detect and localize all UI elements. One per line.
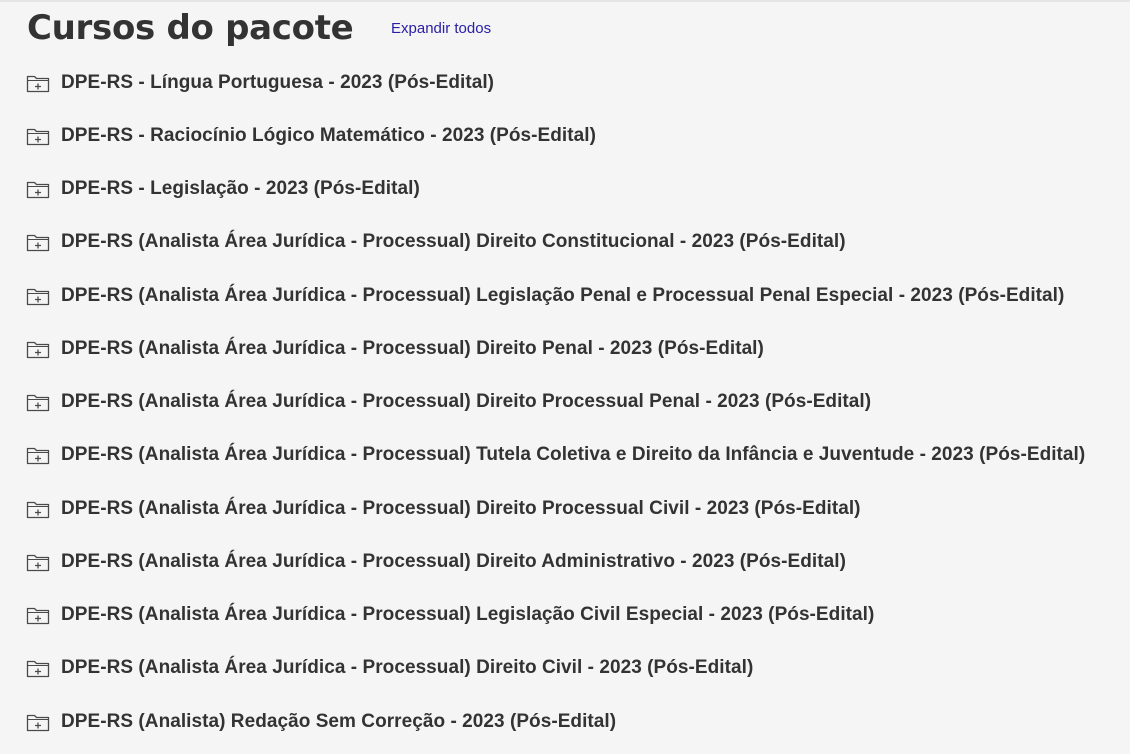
folder-plus-icon: [26, 232, 50, 252]
course-label: DPE-RS (Analista Área Jurídica - Processual) Legislação Penal e Processual Penal Especial - 2023 (Pós-Edital): [61, 284, 1065, 306]
course-label: DPE-RS - Língua Portuguesa - 2023 (Pós-Edital): [61, 71, 495, 93]
course-item[interactable]: [26, 589, 1126, 642]
course-label: DPE-RS - Legislação - 2023 (Pós-Edital): [61, 178, 420, 200]
folder-plus-icon: [26, 658, 50, 678]
course-item[interactable]: [26, 216, 1126, 269]
course-item[interactable]: [26, 429, 1126, 482]
course-item[interactable]: [26, 322, 1126, 375]
folder-plus-icon: [26, 605, 50, 625]
course-item[interactable]: [26, 56, 1126, 109]
course-item[interactable]: [26, 535, 1126, 588]
course-label: DPE-RS (Analista Área Jurídica - Processual) Direito Processual Civil - 2023 (Pós-Edital): [61, 497, 861, 519]
course-label: DPE-RS (Analista Área Jurídica - Processual) Direito Processual Penal - 2023 (Pós-Edital): [61, 391, 872, 413]
course-item[interactable]: [26, 642, 1126, 695]
course-label: DPE-RS - Raciocínio Lógico Matemático - 2023 (Pós-Edital): [61, 124, 596, 146]
top-divider: [0, 0, 1130, 2]
course-list: [26, 56, 1126, 748]
course-label: DPE-RS (Analista Área Jurídica - Processual) Legislação Civil Especial - 2023 (Pós-Edital): [61, 604, 875, 626]
course-item[interactable]: [26, 376, 1126, 429]
folder-plus-icon: [26, 179, 50, 199]
course-item[interactable]: [26, 163, 1126, 216]
page-title: Cursos do pacote: [27, 8, 354, 48]
folder-plus-icon: [26, 286, 50, 306]
folder-plus-icon: [26, 392, 50, 412]
course-item[interactable]: [26, 269, 1126, 322]
course-label: DPE-RS (Analista Área Jurídica - Processual) Direito Constitucional - 2023 (Pós-Edital): [61, 231, 846, 253]
course-item[interactable]: [26, 109, 1126, 162]
course-item[interactable]: [26, 482, 1126, 535]
folder-plus-icon: [26, 552, 50, 572]
folder-plus-icon: [26, 339, 50, 359]
course-label: DPE-RS (Analista Área Jurídica - Processual) Direito Penal - 2023 (Pós-Edital): [61, 337, 764, 359]
section-header: [27, 4, 353, 52]
expand-all-link[interactable]: Expandir todos: [391, 20, 492, 37]
folder-plus-icon: [26, 499, 50, 519]
course-item[interactable]: [26, 695, 1126, 748]
course-label: DPE-RS (Analista Área Jurídica - Processual) Direito Civil - 2023 (Pós-Edital): [61, 657, 754, 679]
folder-plus-icon: [26, 445, 50, 465]
folder-plus-icon: [26, 73, 50, 93]
folder-plus-icon: [26, 126, 50, 146]
course-label: DPE-RS (Analista Área Jurídica - Processual) Tutela Coletiva e Direito da Infância e Juventude - 2023 (Pós-Edital): [61, 444, 1086, 466]
course-label: DPE-RS (Analista Área Jurídica - Processual) Direito Administrativo - 2023 (Pós-Edital): [61, 550, 846, 572]
folder-plus-icon: [26, 712, 50, 732]
course-label: DPE-RS (Analista) Redação Sem Correção - 2023 (Pós-Edital): [61, 710, 617, 732]
